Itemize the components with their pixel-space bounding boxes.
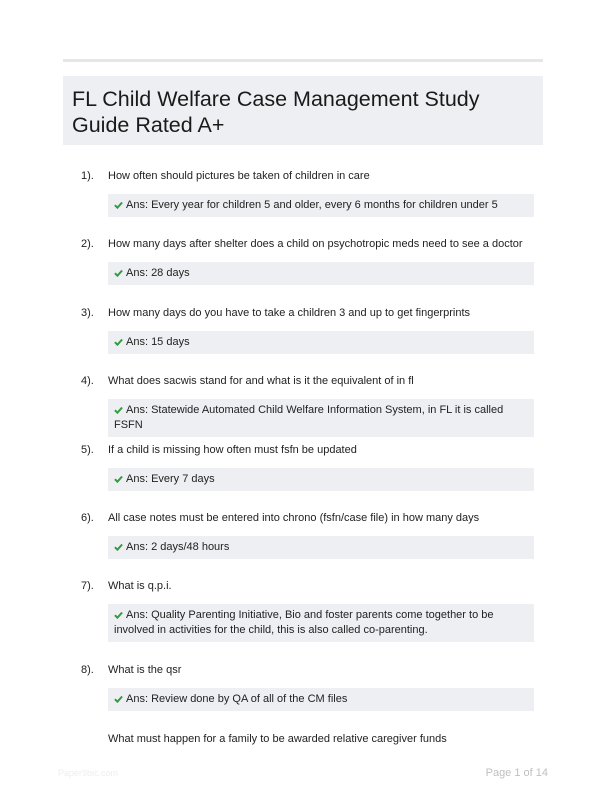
question-number: 7). [81,580,94,592]
question-text: How often should pictures be taken of children in care [108,170,370,182]
question-text: How many days do you have to take a children 3 and up to get fingerprints [108,307,470,319]
page-number: Page 1 of 14 [485,767,548,779]
watermark: Paper9bic.com [58,768,119,778]
answer-box [108,604,534,642]
answer-text: Ans: Quality Parenting Initiative, Bio and foster parents come together to be involved in activities for the child, this is also called co-parenting. [114,609,494,636]
answer-text: Ans: Every year for children 5 and older, every 6 months for children under 5 [126,199,498,211]
answer-text: Ans: Statewide Automated Child Welfare Information System, in FL it is called FSFN [114,404,504,431]
question-number: 4). [81,375,94,387]
answer-text: Ans: 28 days [126,267,190,279]
question-text: What is q.p.i. [108,580,172,592]
question-text: What must happen for a family to be awarded relative caregiver funds [108,733,447,745]
page-title: FL Child Welfare Case Management Study Guide Rated A+ [72,87,480,137]
question-number: 5). [81,444,94,456]
question-text: What does sacwis stand for and what is it the equivalent of in fl [108,375,414,387]
answer-text: Ans: 15 days [126,336,190,348]
answer-box [108,331,534,354]
answer-box [108,194,534,217]
answer-text: Ans: Every 7 days [126,473,215,485]
question-number: 2). [81,238,94,250]
question-number: 3). [81,307,94,319]
question-text: If a child is missing how often must fsfn be updated [108,444,357,456]
question-number: 8). [81,664,94,676]
question-text: How many days after shelter does a child on psychotropic meds need to see a doctor [108,238,523,250]
answer-text: Ans: Review done by QA of all of the CM files [126,693,348,705]
check-icon [114,543,123,551]
check-icon [114,201,123,209]
check-icon [114,406,123,414]
answer-box [108,688,534,711]
title-banner [63,76,543,145]
check-icon [114,695,123,703]
answer-box [108,536,534,559]
check-icon [114,269,123,277]
question-text: What is the qsr [108,664,182,676]
check-icon [114,611,123,619]
answer-text: Ans: 2 days/48 hours [126,541,230,553]
question-text: All case notes must be entered into chrono (fsfn/case file) in how many days [108,512,480,524]
question-number: 6). [81,512,94,524]
answer-box [108,262,534,285]
check-icon [114,338,123,346]
answer-box [108,468,534,491]
question-number: 1). [81,170,94,182]
answer-box [108,399,534,437]
top-divider [63,59,543,62]
check-icon [114,475,123,483]
